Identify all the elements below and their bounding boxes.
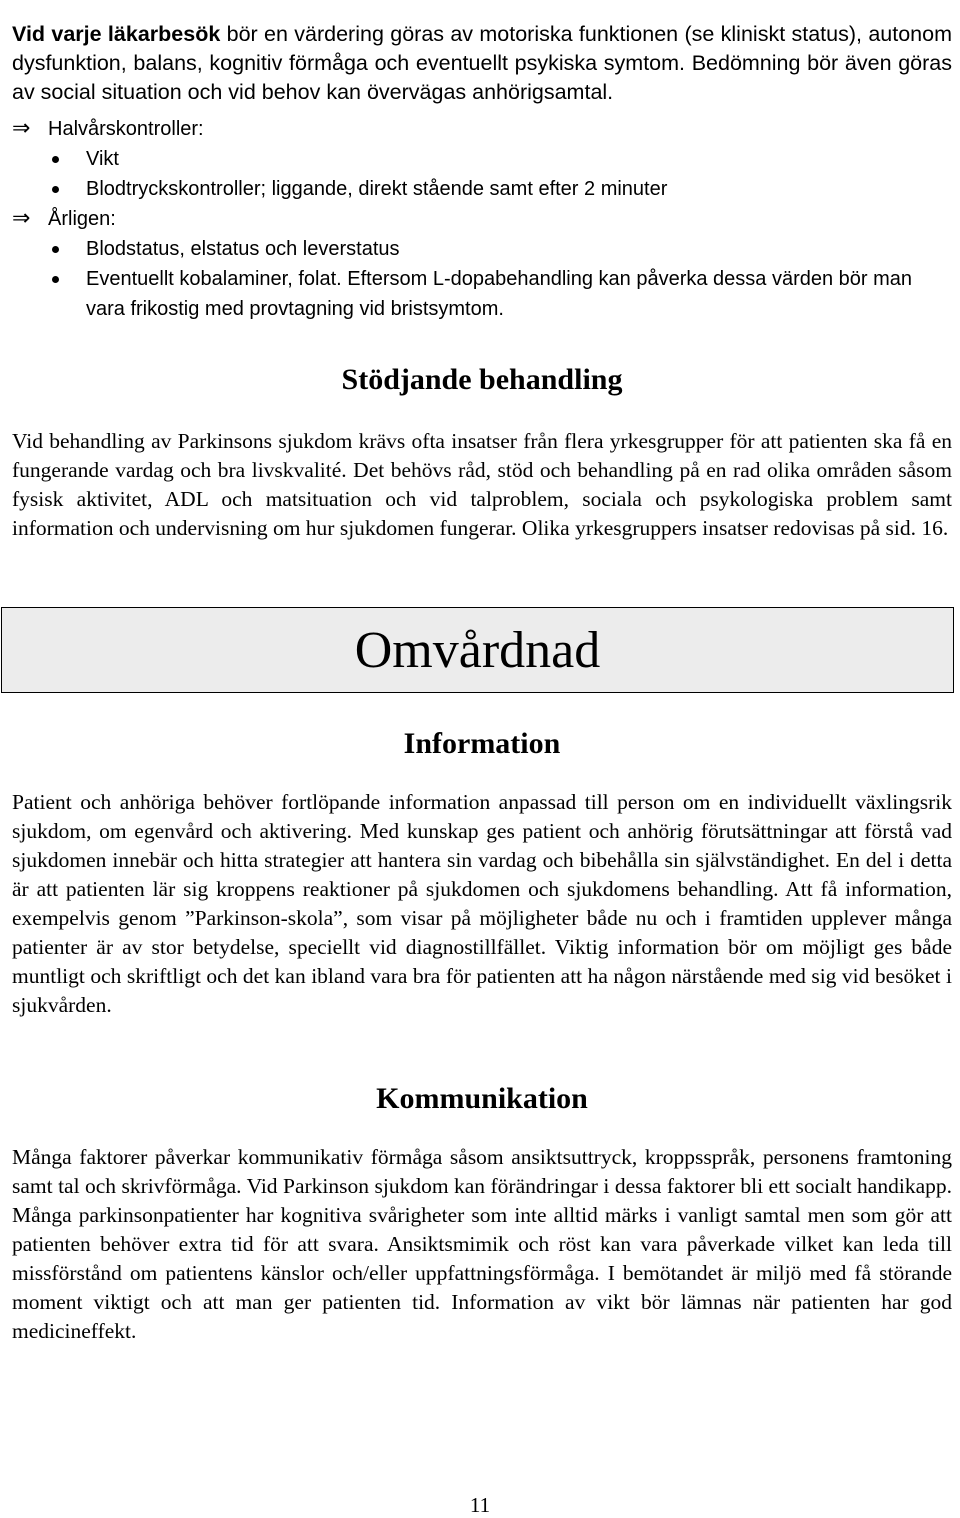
list-item bbox=[12, 234, 952, 264]
implies-arrow-icon: ⇒ bbox=[12, 206, 31, 231]
list-item bbox=[12, 174, 952, 204]
communication-heading: Kommunikation bbox=[376, 1082, 588, 1115]
supportive-heading: Stödjande behandling bbox=[341, 363, 623, 396]
information-paragraph: Patient och anhöriga behöver fortlöpande information anpassad till person om en individuellt växlingsrik sjukdom, om egenvård och aktivering. Med kunskap ges patient och anhörig förutsättningar att förstå vad sjukdomen innebär och hitta strategier att hantera sin vardag och bibehålla sin självständighet. En del i detta är att patienten lär sig kroppens reaktioner på sjukdomen och sjukdomens behandling. Att få information, exempelvis genom ”Parkinson-skola”, som visar på möjligheter både nu och i framtiden upplever många patienter är av stor betydelse, speciellt vid diagnostillfället. Viktig information bör om möjligt ges både muntligt och skriftligt och det kan ibland vara bra för patienten att ha någon närstående med sig vid besöket i sjukvården. bbox=[12, 790, 952, 1017]
supportive-paragraph: Vid behandling av Parkinsons sjukdom krävs ofta insatser från flera yrkesgrupper för att patienten ska få en fungerande vardag och bra livskvalité. Det behövs råd, stöd och behandling på en rad olika områden såsom fysisk aktivitet, ADL och matsituation och vid talproblem, sociala och psykologiska problem samt information och undervisning om hur sjukdomen fungerar. Olika yrkesgruppers insatser redovisas på sid. 16. bbox=[12, 429, 952, 540]
page-number: 11 bbox=[469, 1493, 491, 1517]
checkup-group-label: Halvårskontroller: bbox=[48, 118, 204, 140]
bullet-icon bbox=[52, 156, 59, 163]
list-item-text: Eventuellt kobalaminer, folat. Eftersom L-dopabehandling kan påverka dessa värden bör man vara frikostig med provtagning vid bristsymtom. bbox=[86, 268, 913, 320]
list-item-text: Vikt bbox=[86, 148, 119, 170]
list-item bbox=[12, 144, 952, 174]
care-banner: Omvårdnad bbox=[1, 607, 954, 693]
checkup-group-halfyear bbox=[12, 114, 952, 144]
checkup-group-label: Årligen: bbox=[48, 208, 116, 230]
list-item-text: Blodstatus, elstatus och leverstatus bbox=[86, 238, 400, 260]
list-item bbox=[12, 264, 952, 324]
bullet-icon bbox=[52, 276, 59, 283]
implies-arrow-icon: ⇒ bbox=[12, 116, 31, 141]
checkup-group-yearly bbox=[12, 204, 952, 234]
intro-text: bör en värdering göras av motoriska funktionen (se kliniskt status), autonom dysfunktion, balans, kognitiv förmåga och eventuellt psykiska symtom. Bedömning bör även göras av social situation och vid behov kan övervägas anhörigsamtal. bbox=[12, 21, 952, 104]
bullet-icon bbox=[52, 246, 59, 253]
list-item-text: Blodtryckskontroller; liggande, direkt stående samt efter 2 minuter bbox=[86, 178, 668, 200]
intro-bold-lead: Vid varje läkarbesök bbox=[12, 21, 221, 46]
intro-paragraph bbox=[12, 20, 952, 107]
bullet-icon bbox=[52, 186, 59, 193]
information-heading: Information bbox=[403, 727, 561, 760]
communication-paragraph: Många faktorer påverkar kommunikativ förmåga såsom ansiktsuttryck, kroppsspråk, personens framtoning samt tal och skrivförmåga. Vid Parkinson sjukdom kan förändringar i dessa faktorer bli ett socialt handikapp. Många parkinsonpatienter har kognitiva svårigheter som inte alltid märks i vanligt samtal men som gör att patienten behöver extra tid för att svara. Ansiktsmimik och röst kan vara påverkade vilket kan leda till missförstånd om patientens känslor och/eller uppfattningsförmåga. I bemötandet är miljö med få störande moment viktigt och att man ger patienten tid. Information av vikt bör lämnas när patienten har god medicineffekt. bbox=[12, 1145, 952, 1343]
checkup-list bbox=[12, 114, 952, 324]
